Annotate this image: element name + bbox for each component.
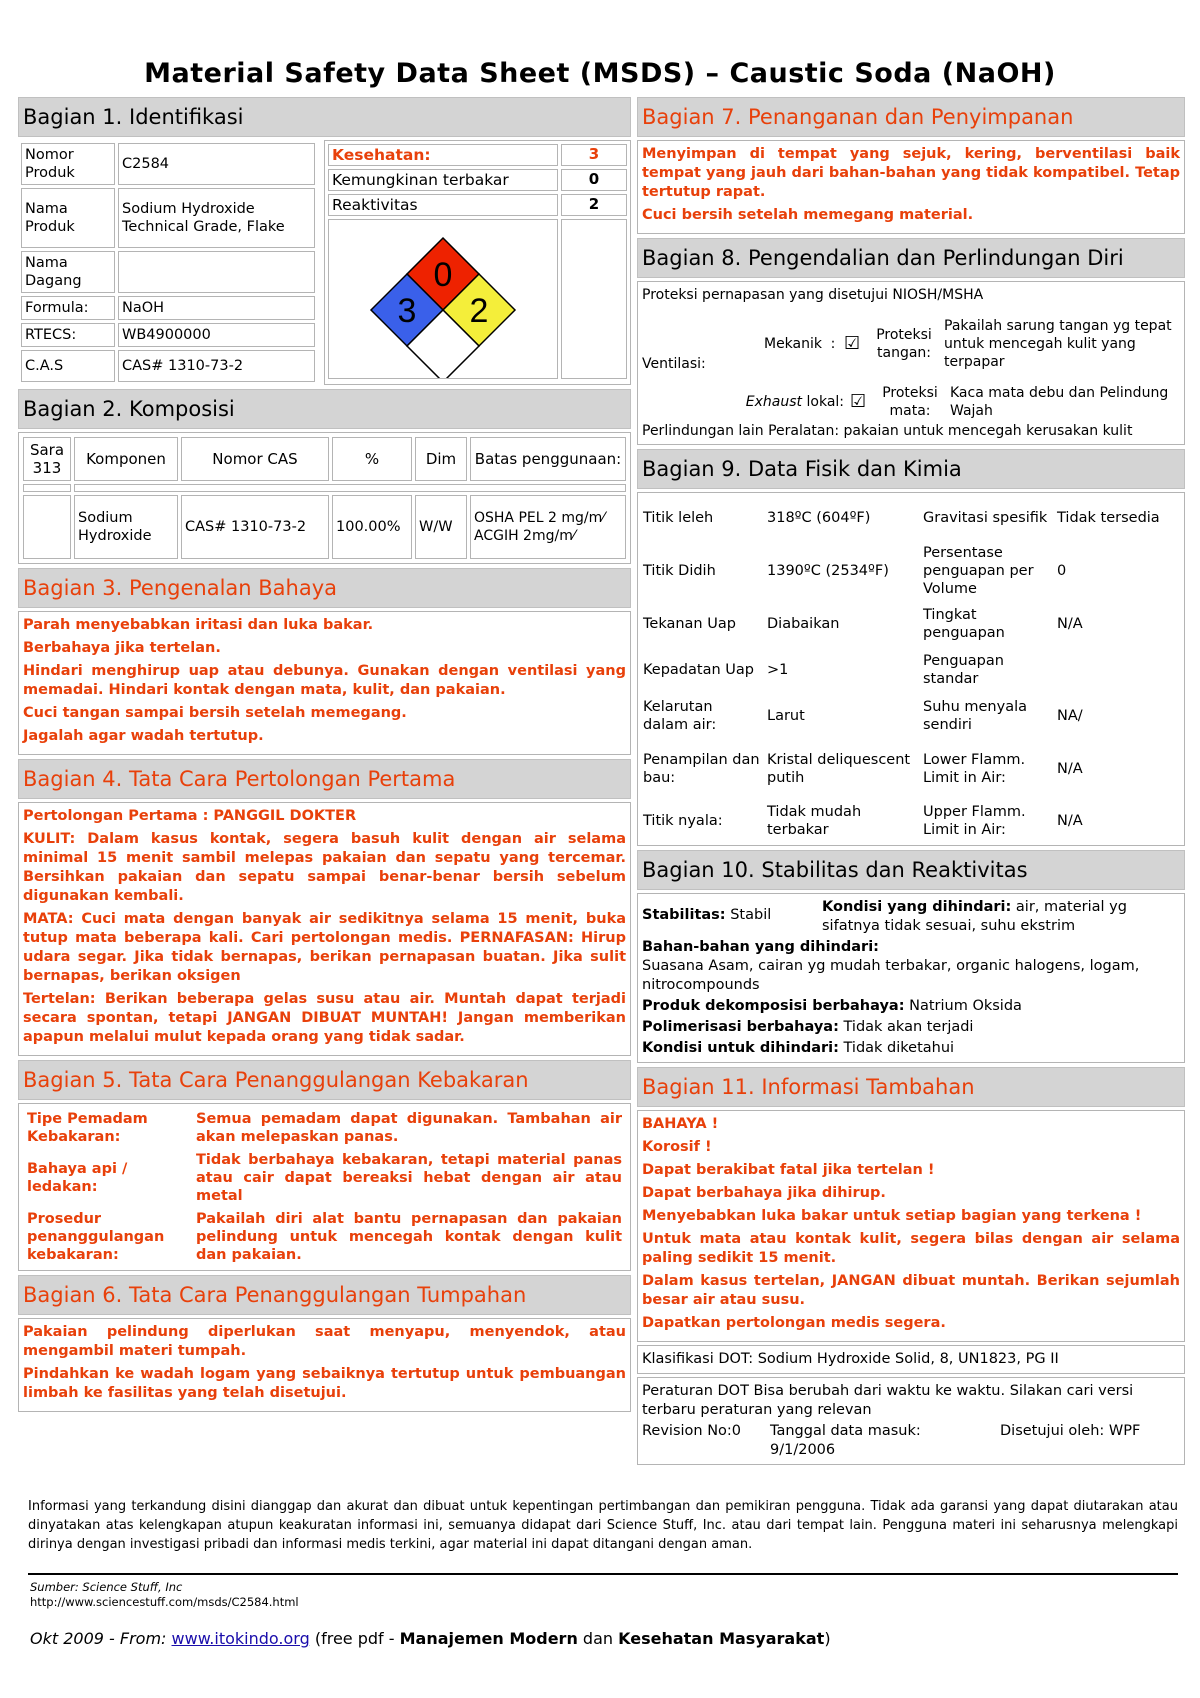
info-line: Dalam kasus tertelan, JANGAN dibuat muntah. Berikan sejumlah besar air atau susu. — [642, 1273, 1180, 1308]
label-cell: C.A.S — [21, 350, 115, 382]
polymerization-label: Polimerisasi berbahaya: — [642, 1019, 839, 1035]
section-3 — [18, 568, 631, 755]
table-row — [23, 495, 626, 559]
table-cell: Titik nyala: — [643, 813, 723, 829]
table-cell: Titik leleh — [643, 510, 714, 526]
bottom-text: (free pdf - — [309, 1629, 400, 1648]
table-row — [21, 323, 315, 347]
value-cell: WB4900000 — [118, 323, 315, 347]
section-11 — [637, 1067, 1185, 1465]
first-aid-line: KULIT: Dalam kasus kontak, segera basuh kulit dengan air selama minimal 15 menit sambil melepas pakaian dan sepatu yang tercemar. Bersihkan pakaian dan sepatu sampai benar-benar bersih sebelum digunakan kembali. — [23, 831, 626, 904]
hazard-value: 0 — [561, 169, 627, 191]
spill-line: Pindahkan ke wadah logam yang sebaiknya tertutup untuk pembuangan limbah ke fasilitas yang telah disetujui. — [23, 1366, 626, 1401]
nfpa-diamond-icon — [329, 220, 557, 378]
table-cell: Kepadatan Uap — [643, 662, 754, 678]
label-cell: Formula: — [21, 296, 115, 320]
section-4-header: Bagian 4. Tata Cara Pertolongan Pertama — [18, 759, 631, 799]
table-cell: Tidak mudah terbakar — [767, 804, 862, 838]
decomposition-label: Produk dekomposisi berbahaya: — [642, 998, 905, 1014]
additional-info-box — [637, 1110, 1185, 1342]
section-3-header: Bagian 3. Pengenalan Bahaya — [18, 568, 631, 608]
label-cell: Bahaya api / ledakan: — [27, 1161, 128, 1195]
hazard-line: Cuci tangan sampai bersih setelah memegang. — [23, 705, 407, 721]
table-row — [24, 1150, 625, 1206]
decomposition-value: Natrium Oksida — [904, 998, 1022, 1014]
table-cell: 318ºC (604ºF) — [767, 510, 871, 526]
bottom-line — [30, 1629, 831, 1648]
value-cell — [118, 251, 315, 293]
checkbox-icon: ☑ — [844, 333, 861, 354]
table-cell: Penampilan dan bau: — [643, 752, 760, 786]
table-cell: Kristal deliquescent putih — [767, 752, 911, 786]
identification-grid — [18, 140, 631, 385]
column-header: Nomor CAS — [181, 437, 329, 481]
avoid-label: Kondisi untuk dihindari: — [642, 1040, 839, 1056]
table-cell: NA/ — [1057, 708, 1083, 724]
spill-box — [18, 1318, 631, 1412]
table-spacer-row — [23, 484, 626, 492]
section-9 — [637, 449, 1185, 846]
hazard-value: 3 — [561, 144, 627, 166]
info-line: Dapatkan pertolongan medis segera. — [642, 1315, 946, 1331]
dot-note: Peraturan DOT Bisa berubah dari waktu ke waktu. Silakan cari versi terbaru peraturan yang relevan — [642, 1383, 1134, 1418]
table-header-row — [23, 437, 626, 481]
materials-label: Bahan-bahan yang dihindari: — [642, 939, 879, 955]
ventilation-details — [726, 306, 1180, 422]
table-cell: Lower Flamm. Limit in Air: — [923, 752, 1026, 786]
table-cell: Upper Flamm. Limit in Air: — [923, 804, 1026, 838]
nfpa-health-number: 3 — [397, 292, 417, 330]
stability-cell — [642, 898, 822, 936]
bottom-bold-text: Manajemen Modern — [399, 1629, 578, 1648]
polymerization-value: Tidak akan terjadi — [838, 1019, 974, 1035]
table-cell: Persentase penguapan per Volume — [923, 545, 1034, 597]
colon: : — [830, 336, 836, 352]
stability-label: Stabilitas: — [642, 907, 726, 923]
table-row — [640, 739, 1182, 799]
stability-row — [642, 898, 1180, 936]
composition-table — [20, 434, 629, 562]
table-cell: N/A — [1057, 761, 1083, 777]
info-line: Menyebabkan luka bakar untuk setiap bagian yang terkena ! — [642, 1208, 1142, 1224]
ventilation-row-mekanik — [726, 306, 1180, 382]
table-row — [640, 601, 1182, 647]
page-title: Material Safety Data Sheet (MSDS) – Caustic Soda (NaOH) — [144, 58, 1056, 89]
section-1-header: Bagian 1. Identifikasi — [18, 97, 631, 137]
source-text: Sumber: Science Stuff, Inc — [30, 1580, 183, 1594]
table-cell: N/A — [1057, 813, 1083, 829]
eye-protection-label: Proteksi mata: — [882, 385, 938, 419]
fire-fighting-box — [18, 1103, 631, 1271]
table-cell: Gravitasi spesifik — [923, 510, 1048, 526]
table-row — [21, 350, 315, 382]
table-cell — [23, 495, 71, 559]
nfpa-reactivity-number: 2 — [469, 292, 489, 330]
table-cell: W/W — [415, 495, 467, 559]
table-cell: Tekanan Uap — [643, 616, 736, 632]
first-aid-line: Pertolongan Pertama : PANGGIL DOKTER — [23, 808, 357, 824]
first-aid-box — [18, 802, 631, 1056]
approved-by: Disetujui oleh: WPF — [1000, 1423, 1141, 1439]
section-8-header: Bagian 8. Pengendalian dan Perlindungan Diri — [637, 238, 1185, 278]
table-cell: Larut — [767, 708, 805, 724]
label-cell: Nama Dagang — [21, 251, 115, 293]
nfpa-flammability-number: 0 — [433, 256, 453, 294]
section-6-header: Bagian 6. Tata Cara Penanggulangan Tumpahan — [18, 1275, 631, 1315]
table-row — [640, 647, 1182, 693]
dot-note-box — [637, 1377, 1185, 1465]
bottom-bold-text: Kesehatan Masyarakat — [618, 1629, 825, 1648]
table-cell: 100.00% — [332, 495, 412, 559]
bottom-text: ) — [824, 1629, 831, 1648]
spill-line: Pakaian pelindung diperlukan saat menyapu, menyendok, atau mengambil materi tumpah. — [23, 1324, 626, 1359]
handling-storage-box — [637, 140, 1185, 234]
hazard-rating-panel — [324, 140, 631, 385]
table-cell: Sodium Hydroxide — [74, 495, 178, 559]
table-row — [21, 188, 315, 248]
table-cell: Penguapan standar — [923, 653, 1004, 687]
value-cell: Pakailah diri alat bantu pernapasan dan pakaian pelindung untuk mencegah kontak dengan kulit dan pakaian. — [196, 1211, 622, 1263]
hazard-identification-box — [18, 611, 631, 755]
exhaust-label — [726, 393, 844, 411]
hazard-label: Kemungkinan terbakar — [328, 169, 558, 191]
table-row — [640, 799, 1182, 843]
section-2-header: Bagian 2. Komposisi — [18, 389, 631, 429]
value-cell: Tidak berbahaya kebakaran, tetapi material panas atau cair dapat bereaksi hebat dengan air atau metal — [196, 1152, 622, 1204]
table-cell — [1054, 647, 1182, 693]
local-word: lokal: — [802, 394, 844, 410]
mechanical-label: Mekanik — [763, 336, 822, 352]
spacer-cell — [74, 484, 626, 492]
handling-line: Menyimpan di tempat yang sejuk, kering, berventilasi baik tempat yang jauh dari bahan-bahan yang tidak kompatibel. Tetap tertutup rapat. — [642, 146, 1180, 200]
nfpa-diamond-wrap — [328, 219, 627, 379]
section-9-header: Bagian 9. Data Fisik dan Kimia — [637, 449, 1185, 489]
hazard-label: Reaktivitas — [328, 194, 558, 216]
table-cell: >1 — [767, 662, 789, 678]
first-aid-line: Tertelan: Berikan beberapa gelas susu atau air. Muntah dapat terjadi secara spontan, tetapi JANGAN DIBUAT MUNTAH! Jangan memberikan apapun melalui mulut kepada orang yang tidak sadar. — [23, 991, 626, 1045]
conditions-label: Kondisi yang dihindari: — [822, 899, 1012, 915]
dot-classification: Klasifikasi DOT: Sodium Hydroxide Solid, 8, UN1823, PG II — [637, 1345, 1185, 1374]
section-6 — [18, 1275, 631, 1412]
divider — [28, 1573, 1178, 1575]
section-7-header: Bagian 7. Penanganan dan Penyimpanan — [637, 97, 1185, 137]
column-header: Sara 313 — [23, 437, 71, 481]
value-cell: CAS# 1310-73-2 — [118, 350, 315, 382]
handling-line: Cuci bersih setelah memegang material. — [642, 207, 974, 223]
hazard-line: Parah menyebabkan iritasi dan luka bakar. — [23, 617, 374, 633]
bottom-text: dan — [577, 1629, 619, 1648]
right-column — [637, 97, 1185, 1469]
info-line: Korosif ! — [642, 1139, 712, 1155]
revision-row — [642, 1422, 1180, 1460]
hand-protection-label: Proteksi tangan: — [876, 327, 932, 361]
section-10-header: Bagian 10. Stabilitas dan Reaktivitas — [637, 850, 1185, 890]
hazard-value: 2 — [561, 194, 627, 216]
label-cell: RTECS: — [21, 323, 115, 347]
protection-box — [637, 281, 1185, 445]
hazard-line: Berbahaya jika tertelan. — [23, 640, 221, 656]
physical-data-table — [640, 495, 1182, 843]
hand-protection-value: Pakailah sarung tangan yg tepat untuk mencegah kulit yang terpapar — [944, 318, 1172, 370]
itokindo-link[interactable]: www.itokindo.org — [171, 1629, 310, 1648]
hazard-row-reactivity — [328, 194, 627, 216]
table-cell: Kelarutan dalam air: — [643, 699, 717, 733]
entry-date: Tanggal data masuk: 9/1/2006 — [770, 1423, 921, 1458]
identification-table-wrap — [18, 140, 318, 385]
column-header: Komponen — [74, 437, 178, 481]
value-cell: NaOH — [118, 296, 315, 320]
fire-fighting-table — [21, 1106, 628, 1268]
table-cell: N/A — [1057, 616, 1083, 632]
table-cell: OSHA PEL 2 mg/m⁄ ACGIH 2mg/m⁄ — [470, 495, 626, 559]
section-10 — [637, 850, 1185, 1063]
column-header: Batas penggunaan: — [470, 437, 626, 481]
table-cell: Diabaikan — [767, 616, 840, 632]
hazard-row-flammability — [328, 169, 627, 191]
section-1 — [18, 97, 631, 385]
value-cell: Semua pemadam dapat digunakan. Tambahan air akan melepaskan panas. — [196, 1111, 622, 1145]
conditions-cell — [822, 898, 1180, 936]
hazard-row-health — [328, 144, 627, 166]
composition-box — [18, 432, 631, 564]
table-row — [640, 495, 1182, 541]
table-cell: Tingkat penguapan — [923, 607, 1005, 641]
label-cell: Nomor Produk — [21, 143, 115, 185]
table-row — [24, 1109, 625, 1147]
section-7 — [637, 97, 1185, 234]
column-header: Dim — [415, 437, 467, 481]
eye-protection-value: Kaca mata debu dan Pelindung Wajah — [950, 385, 1169, 419]
materials-value: Suasana Asam, cairan yg mudah terbakar, organic halogens, logam, nitrocompounds — [642, 958, 1140, 993]
physical-data-box — [637, 492, 1185, 846]
label-cell: Tipe Pemadam Kebakaran: — [27, 1111, 148, 1145]
first-aid-line: MATA: Cuci mata dengan banyak air sedikitnya selama 15 menit, buka tutup mata beberapa kali. Cari pertolongan medis. PERNAFASAN: Hirup udara segar. Jika tidak bernapas, berikan pernapasan buatan. Jika sulit bernapas, berikan oksigen — [23, 911, 626, 984]
spacer-cell — [23, 484, 71, 492]
materials-block — [642, 938, 1180, 957]
table-row — [640, 541, 1182, 601]
value-cell: Sodium Hydroxide Technical Grade, Flake — [118, 188, 315, 248]
table-cell: 0 — [1057, 563, 1067, 579]
source-block — [30, 1580, 299, 1610]
bottom-prefix: Okt 2009 - From: — [30, 1629, 172, 1648]
section-2 — [18, 389, 631, 564]
left-column — [18, 97, 631, 1416]
decomposition-row — [642, 997, 1180, 1016]
section-5 — [18, 1060, 631, 1271]
ventilation-label: Ventilasi: — [642, 356, 706, 372]
stability-box — [637, 893, 1185, 1063]
section-8 — [637, 238, 1185, 445]
stability-value: Stabil — [725, 907, 772, 923]
table-row — [21, 251, 315, 293]
info-line: Dapat berakibat fatal jika tertelan ! — [642, 1162, 935, 1178]
table-cell: 1390ºC (2534ºF) — [767, 563, 889, 579]
ventilation-row-exhaust — [726, 382, 1180, 422]
column-header: % — [332, 437, 412, 481]
exhaust-word: Exhaust — [745, 394, 803, 410]
hazard-line: Jagalah agar wadah tertutup. — [23, 728, 264, 744]
identification-table — [18, 140, 318, 385]
nfpa-empty-cell — [561, 219, 627, 379]
table-row — [24, 1209, 625, 1265]
label-cell: Prosedur penanggulangan kebakaran: — [27, 1211, 165, 1263]
respiratory-protection: Proteksi pernapasan yang disetujui NIOSH/MSHA — [642, 287, 984, 303]
value-cell: C2584 — [118, 143, 315, 185]
ventilation-block — [642, 306, 1180, 422]
hazard-line: Hindari menghirup uap atau debunya. Gunakan dengan ventilasi yang memadai. Hindari kontak dengan mata, kulit, dan pakaian. — [23, 663, 626, 698]
disclaimer: Informasi yang terkandung disini dianggap dan akurat dan dibuat untuk kepentingan pertimbangan dan pemikiran pengguna. Tidak ada garansi yang dapat diutarakan atau dinyatakan atas kelengkapan atupun keakuratan informasi ini, semuanya didapat dari Science Stuff, Inc. atau dari tempat lain. Pengguna materi ini seharusnya melengkapi dirinya dengan investigasi pribadi dan informasi medis terkini, agar material ini dapat ditangani dengan aman. — [28, 1499, 1178, 1552]
revision-number: Revision No:0 — [642, 1423, 742, 1439]
info-line: Dapat berbahaya jika dihirup. — [642, 1185, 886, 1201]
avoid-row — [642, 1039, 1180, 1058]
source-url: http://www.sciencestuff.com/msds/C2584.html — [30, 1595, 299, 1609]
checkbox-icon: ☑ — [850, 391, 867, 412]
section-11-header: Bagian 11. Informasi Tambahan — [637, 1067, 1185, 1107]
nfpa-diamond-cell — [328, 219, 558, 379]
section-5-header: Bagian 5. Tata Cara Penanggulangan Kebakaran — [18, 1060, 631, 1100]
table-cell: Suhu menyala sendiri — [923, 699, 1027, 733]
other-protection: Perlindungan lain Peralatan: pakaian untuk mencegah kerusakan kulit — [642, 423, 1133, 439]
table-row — [21, 143, 315, 185]
table-row — [640, 693, 1182, 739]
info-line: Untuk mata atau kontak kulit, segera bilas dengan air selama paling sedikit 15 menit. — [642, 1231, 1180, 1266]
table-cell: Titik Didih — [643, 563, 716, 579]
info-line: BAHAYA ! — [642, 1116, 719, 1132]
section-4 — [18, 759, 631, 1056]
table-row — [21, 296, 315, 320]
table-cell: Tidak tersedia — [1057, 510, 1160, 526]
conditions-value: air, material yg sifatnya tidak sesuai, suhu ekstrim — [822, 899, 1127, 934]
hazard-label: Kesehatan: — [328, 144, 558, 166]
polymerization-row — [642, 1018, 1180, 1037]
label-cell: Nama Produk — [21, 188, 115, 248]
avoid-value: Tidak diketahui — [838, 1040, 955, 1056]
table-cell: CAS# 1310-73-2 — [181, 495, 329, 559]
